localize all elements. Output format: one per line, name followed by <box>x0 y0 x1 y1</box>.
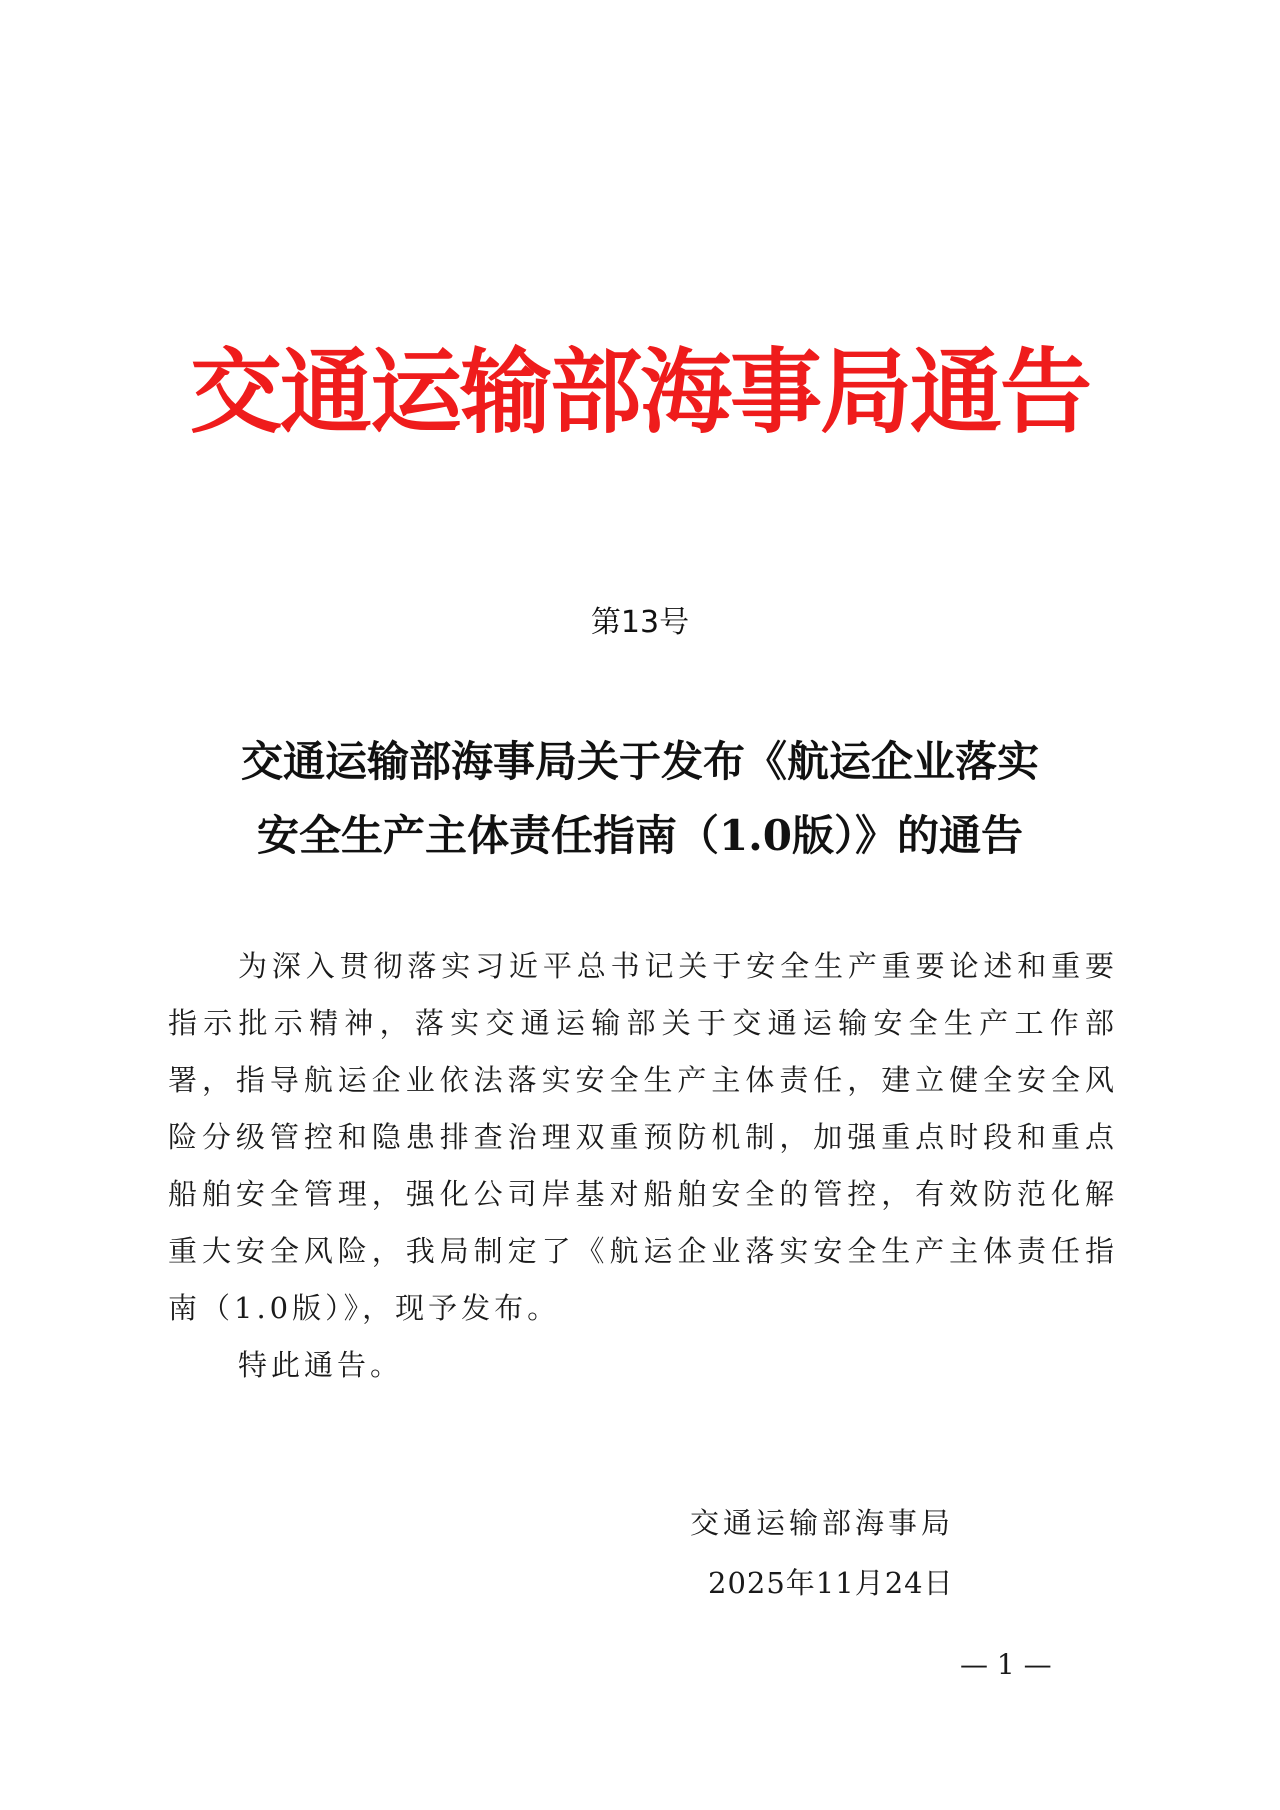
page-number: — 1 — <box>960 1648 1052 1681</box>
document-title-line-2: 安全生产主体责任指南（1.0版）》的通告 <box>256 811 1024 860</box>
issue-date: 2025年11月24日 <box>708 1566 954 1600</box>
document-title-line-1: 交通运输部海事局关于发布《航运企业落实 <box>240 737 1039 786</box>
masthead-title: 交通运输部海事局通告 <box>189 339 1090 446</box>
document-number: 第13号 <box>590 605 690 640</box>
closing-line: 特此通告。 <box>238 1348 404 1382</box>
body-paragraph: 为深入贯彻落实习近平总书记关于安全生产重要论述和重要指示批示精神，落实交通运输部关于交通运输安全生产工作部署，指导航运企业依法落实安全生产主体责任，建立健全安全风险分级管控和隐患排查治理双重预防机制，加强重点时段和重点船舶安全管理，强化公司岸基对船舶安全的管控，有效防范化解重大安全风险，我局制定了《航运企业落实安全生产主体责任指南（1.0版）》，现予发布。 <box>168 949 1118 1325</box>
issuer-name: 交通运输部海事局 <box>690 1506 955 1540</box>
